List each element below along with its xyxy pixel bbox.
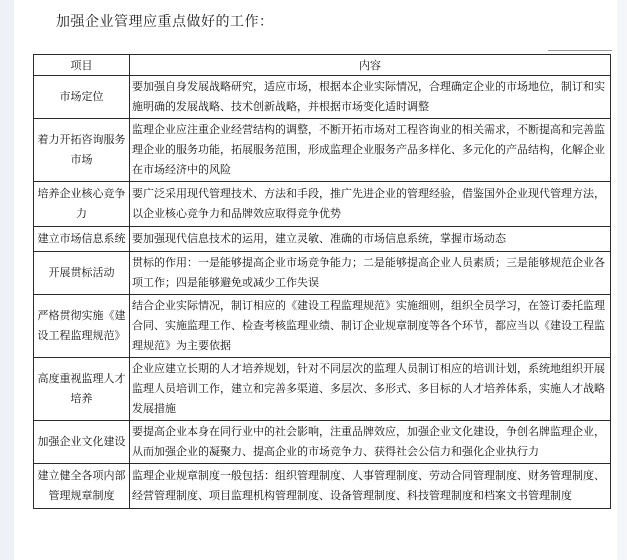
row-item-cell: 严格贯彻实施《建设工程监理规范》 xyxy=(34,295,130,358)
row-content-cell: 监理企业应注重企业经营结构的调整，不断开拓市场对工程咨询业的相关需求，不断提高和完善监理企业的服务功能，拓展服务范围，形成监理企业服务产品多样化、多元化的产品结构，化解企业在市场经济中的风险 xyxy=(130,119,611,182)
table-row xyxy=(34,119,611,182)
row-item-cell: 高度重视监理人才培养 xyxy=(34,358,130,421)
table-row xyxy=(34,464,611,509)
table-row xyxy=(34,358,611,421)
row-item-cell: 着力开拓咨询服务市场 xyxy=(34,119,130,182)
row-content-cell: 企业应建立长期的人才培养规划，针对不同层次的监理人员制订相应的培训计划，系统地组织开展监理人员培训工作，建立和完善多渠道、多层次、多形式、多目标的人才培养体系，实施人才战略发展措施 xyxy=(130,358,611,421)
row-content-cell: 要提高企业本身在同行业中的社会影响，注重品牌效应，加强企业文化建设，争创名牌监理企业，从而加强企业的凝聚力、提高企业的市场竞争力、获得社会公信力和强化企业执行力 xyxy=(130,421,611,464)
left-margin-strip xyxy=(0,0,14,560)
header-content: 内容 xyxy=(130,55,611,76)
table-row xyxy=(34,295,611,358)
table-row xyxy=(34,227,611,252)
row-item-cell: 培养企业核心竞争力 xyxy=(34,182,130,227)
management-table xyxy=(33,54,611,509)
row-item-cell: 建立健全各项内部管理规章制度 xyxy=(34,464,130,509)
row-content-cell: 要加强自身发展战略研究，适应市场，根据本企业实际情况，合理确定企业的市场地位，制订和实施明确的发展战略、技术创新战略，并根据市场变化适时调整 xyxy=(130,76,611,119)
table-row xyxy=(34,76,611,119)
row-content-cell: 结合企业实际情况，制订相应的《建设工程监理规范》实施细则，组织全员学习，在签订委托监理合同、实施监理工作、检查考核监理业绩、制订企业规章制度等各个环节，都应当以《建设工程监理规范》为主要依据 xyxy=(130,295,611,358)
row-item-cell: 开展贯标活动 xyxy=(34,252,130,295)
table-row xyxy=(34,182,611,227)
table-row xyxy=(34,252,611,295)
row-content-cell: 贯标的作用：一是能够提高企业市场竞争能力；二是能够提高企业人员素质；三是能够规范企业各项工作；四是能够避免或减少工作失误 xyxy=(130,252,611,295)
row-item-cell: 建立市场信息系统 xyxy=(34,227,130,252)
row-item-cell: 市场定位 xyxy=(34,76,130,119)
table-top-rule xyxy=(548,50,612,51)
intro-heading: 加强企业管理应重点做好的工作： xyxy=(56,14,274,30)
row-content-cell: 要加强现代信息技术的运用，建立灵敏、准确的市场信息系统，掌握市场动态 xyxy=(130,227,611,252)
header-item: 项目 xyxy=(34,55,130,76)
table-row xyxy=(34,421,611,464)
table-header-row xyxy=(34,55,611,76)
right-margin-strip xyxy=(617,0,627,560)
row-content-cell: 监理企业规章制度一般包括：组织管理制度、人事管理制度、劳动合同管理制度、财务管理制度、经营管理制度、项目监理机构管理制度、设备管理制度、科技管理制度和档案文书管理制度 xyxy=(130,464,611,509)
row-content-cell: 要广泛采用现代管理技术、方法和手段，推广先进企业的管理经验，借鉴国外企业现代管理方法，以企业核心竞争力和品牌效应取得竞争优势 xyxy=(130,182,611,227)
row-item-cell: 加强企业文化建设 xyxy=(34,421,130,464)
